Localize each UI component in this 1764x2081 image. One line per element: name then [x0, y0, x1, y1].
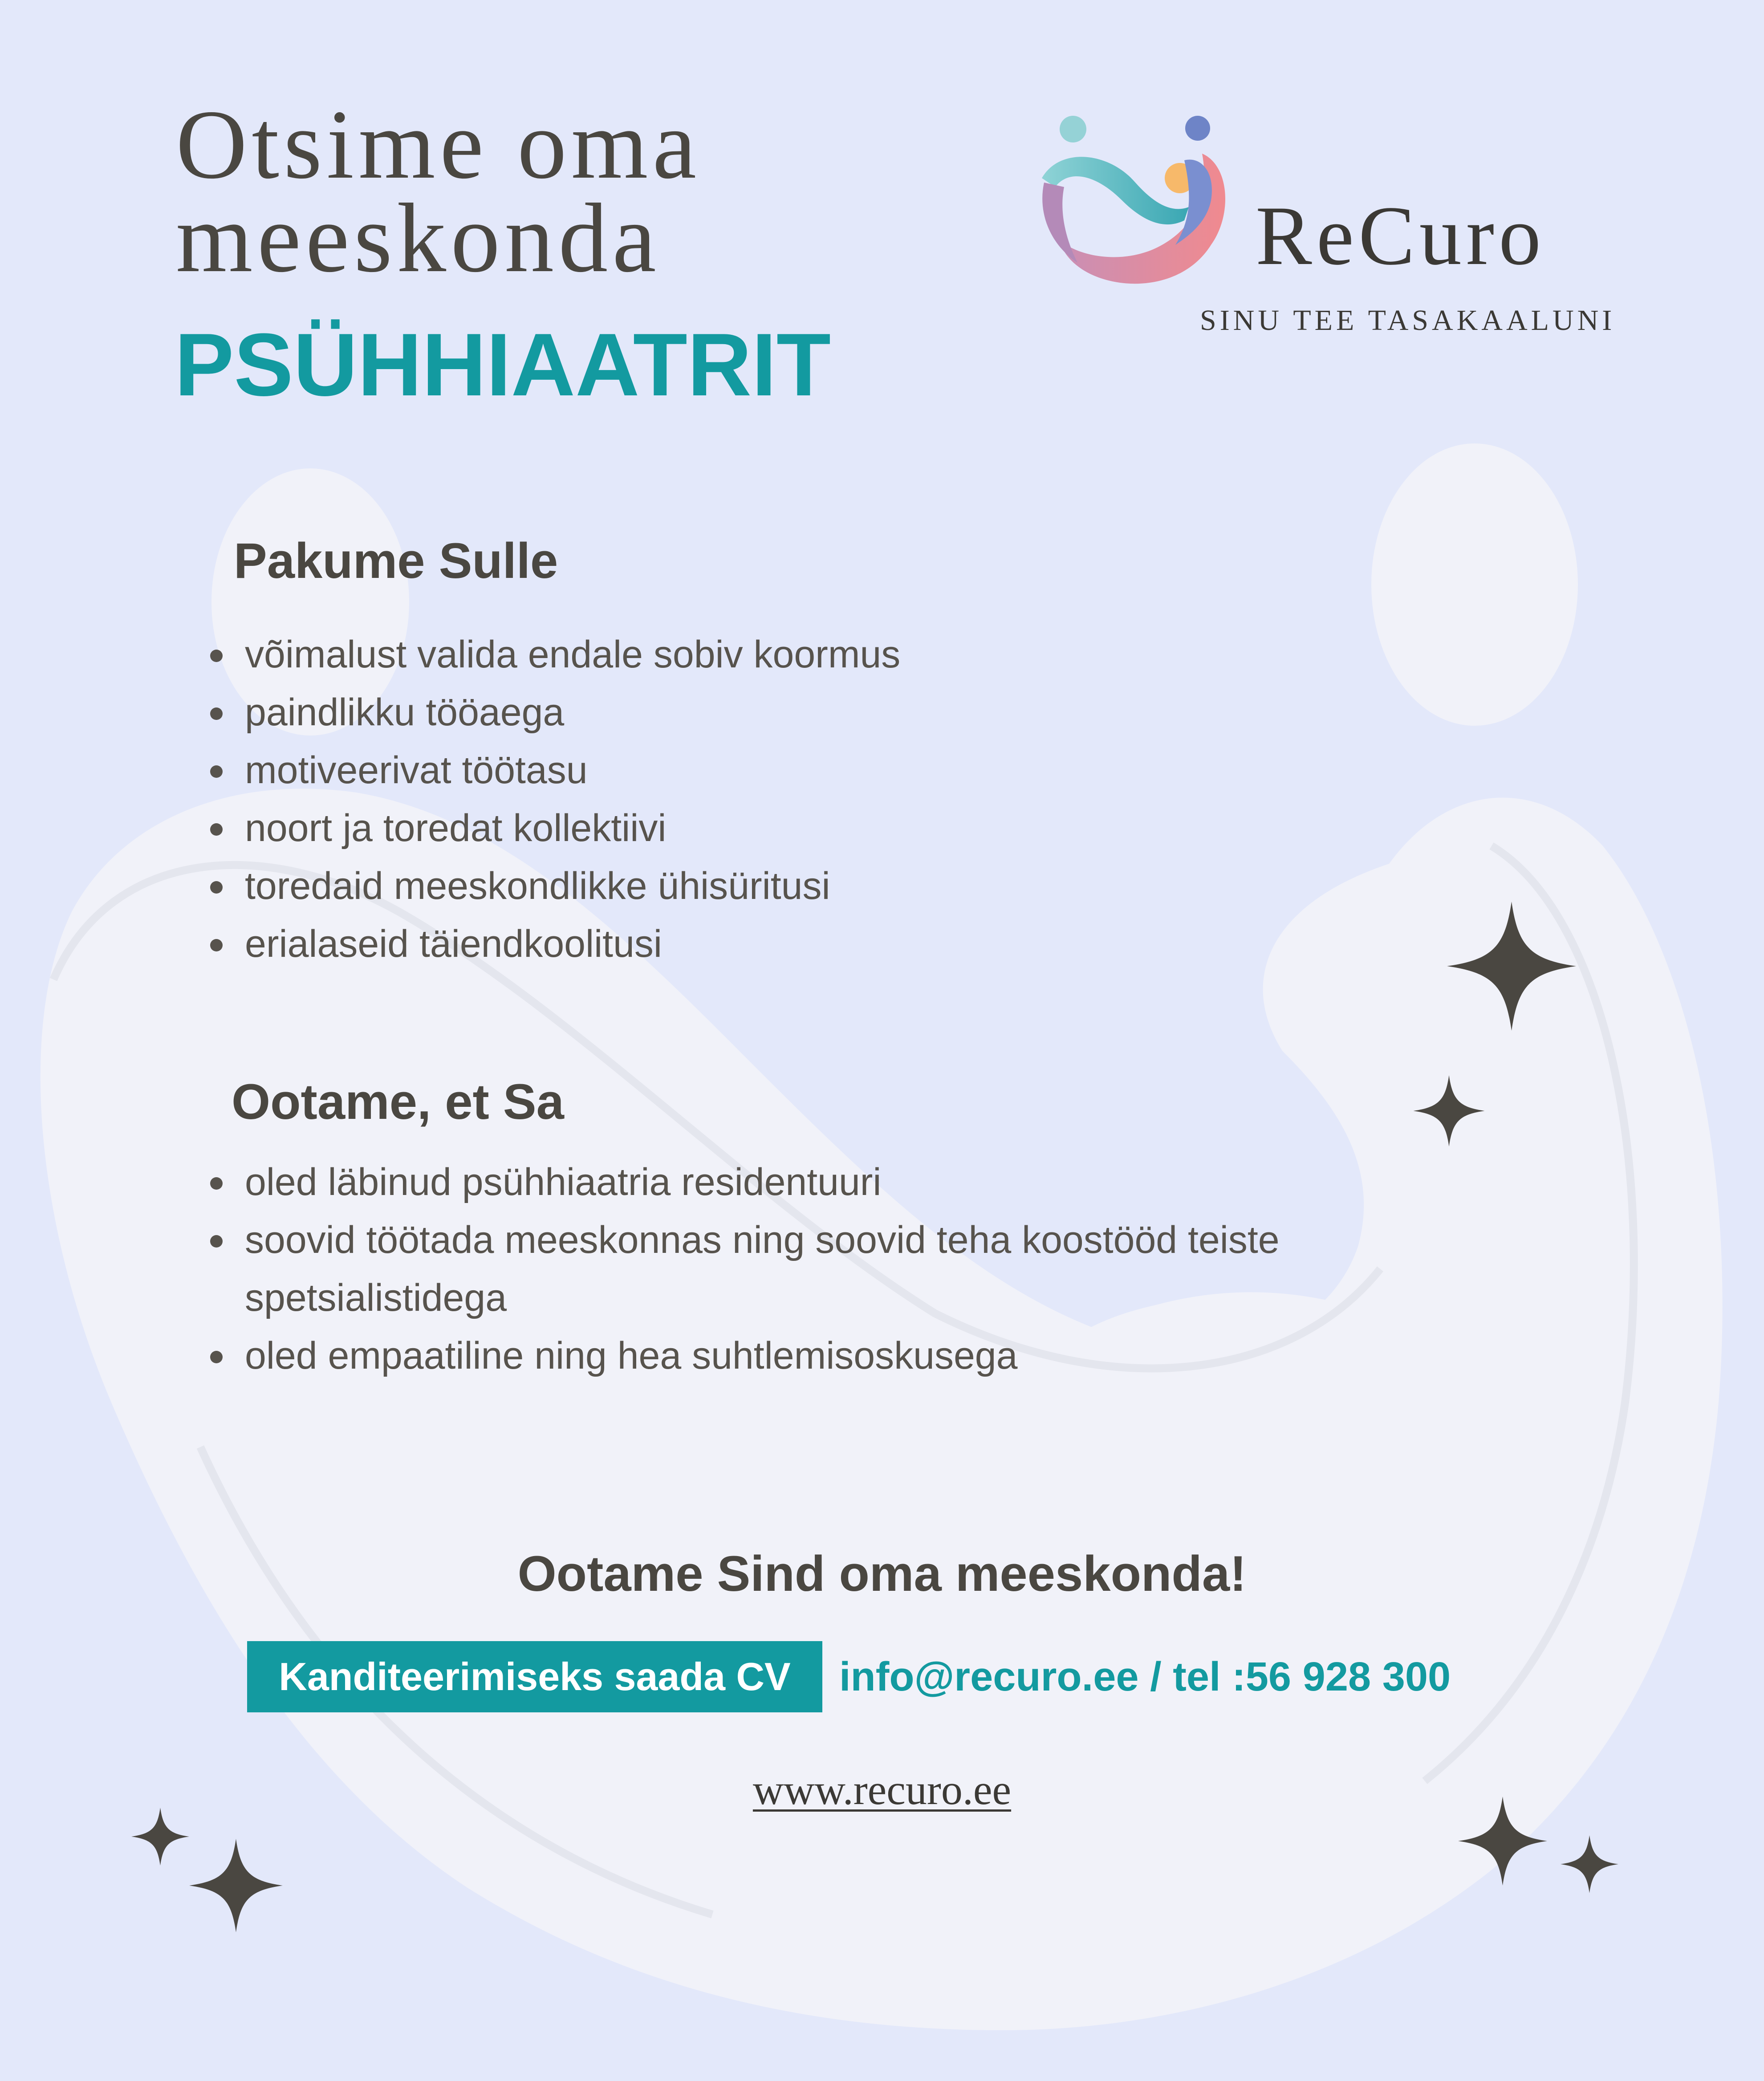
four-point-star-icon: [131, 1808, 189, 1866]
four-point-star-icon: [1445, 902, 1578, 1031]
headline-line-2: meeskonda: [176, 183, 661, 293]
list-item: oled läbinud psühhiaatria residentuuri: [210, 1153, 1368, 1211]
four-point-star-icon: [1561, 1835, 1618, 1893]
requirements-section-title: Ootame, et Sa: [232, 1074, 564, 1130]
list-item: võimalust valida endale sobiv koormus: [210, 626, 1368, 683]
list-item: oled empaatiline ning hea suhtlemisoskusega: [210, 1327, 1368, 1385]
website-link[interactable]: www.recuro.ee: [752, 1766, 1012, 1813]
brand-name: ReCuro: [1256, 189, 1546, 283]
list-item: toredaid meeskondlikke ühisüritusi: [210, 857, 1368, 915]
offer-section-title: Pakume Sulle: [234, 533, 558, 589]
list-item: erialaseid täiendkoolitusi: [210, 915, 1368, 973]
contact-info[interactable]: info@recuro.ee / tel :56 928 300: [839, 1654, 1451, 1699]
four-point-star-icon: [1458, 1796, 1547, 1886]
job-role-title: PSÜHHIAATRIT: [175, 315, 831, 415]
list-item: paindlikku tööaega: [210, 683, 1368, 741]
four-point-star-icon: [1412, 1075, 1486, 1146]
four-point-star-icon: [189, 1839, 283, 1932]
list-item: noort ja toredat kollektiivi: [210, 799, 1368, 857]
cta-heading: Ootame Sind oma meeskonda!: [517, 1546, 1247, 1601]
list-item: motiveerivat töötasu: [210, 741, 1368, 799]
brand-tagline: SINU TEE TASAKAALUNI: [1200, 304, 1616, 337]
offer-list: [210, 626, 1368, 973]
send-cv-label: Kanditeerimiseks saada CV: [247, 1641, 822, 1712]
headline-line-1: Otsime oma: [176, 90, 701, 199]
requirements-list: [210, 1153, 1368, 1385]
list-item: soovid töötada meeskonnas ning soovid teha koostööd teiste spetsialistidega: [210, 1211, 1368, 1327]
headline: [176, 90, 701, 293]
